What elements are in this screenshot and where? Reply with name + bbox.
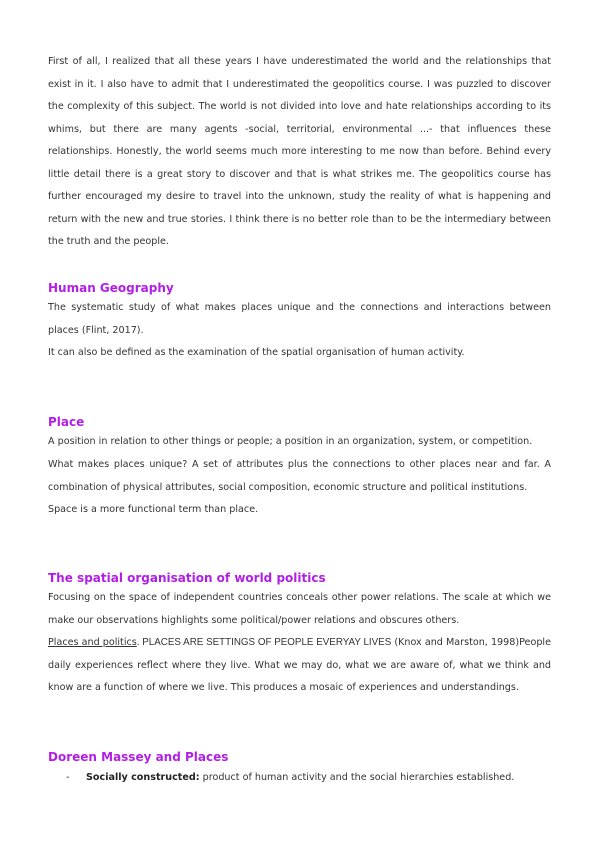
human-geography-alt-definition: It can also be defined as the examination of the spatial organisation of human activity.	[48, 347, 465, 358]
heading-place: Place	[48, 415, 85, 429]
places-caps-statement: . PLACES ARE SETTINGS OF PEOPLE EVERYAY LIVES	[136, 637, 392, 648]
bullet-dash: -	[66, 772, 70, 783]
place-definition: A position in relation to other things or people; a position in an organization, system, or competition.	[48, 436, 533, 447]
intro-paragraph: First of all, I realized that all these years I have underestimated the world and the relationships that exist in it. I also have to admit that I underestimated the geopolitics course. I was puzzled to discover the complexity of this subject. The world is not divided into love and hate relationships according to its whims, but there are many agents -social, territorial, environmental ...- that influences these relationships. Honestly, the world seems much more interesting to me now than before. Behind every little detail there is a great story to discover and that is what strikes me. The geopolitics course has further encouraged my desire to travel into the unknown, study the reality of what is happening and return with the new and true stories. I think there is no better role than to be the intermediary between the truth and the people.	[48, 56, 551, 247]
bullet-socially-constructed	[86, 767, 556, 789]
places-and-politics-text: (Knox and Marston, 1998)People daily experiences reflect where they live. What we may do, what we are aware of, what we think and know are a function of where we live. This produces a mosaic of experiences and understandings.	[48, 637, 551, 693]
heading-human-geography: Human Geography	[48, 281, 174, 295]
place-space-note: Space is a more functional term than place.	[48, 504, 259, 515]
heading-doreen-massey: Doreen Massey and Places	[48, 750, 229, 764]
heading-spatial-organisation: The spatial organisation of world politics	[48, 571, 326, 585]
spatial-paragraph: Focusing on the space of independent countries conceals other power relations. The scale at which we make our observations highlights some political/power relations and obscures others.	[48, 592, 551, 626]
human-geography-definition: The systematic study of what makes places unique and the connections and interactions between places (Flint, 2017).	[48, 302, 551, 336]
bullet-description: product of human activity and the social hierarchies established.	[199, 772, 515, 783]
place-uniqueness: What makes places unique? A set of attributes plus the connections to other places near and far. A combination of physical attributes, social composition, economic structure and political institutions.	[48, 459, 551, 493]
bullet-term: Socially constructed:	[86, 772, 200, 783]
places-and-politics-paragraph	[48, 632, 551, 700]
places-and-politics-label: Places and politics	[48, 637, 137, 648]
